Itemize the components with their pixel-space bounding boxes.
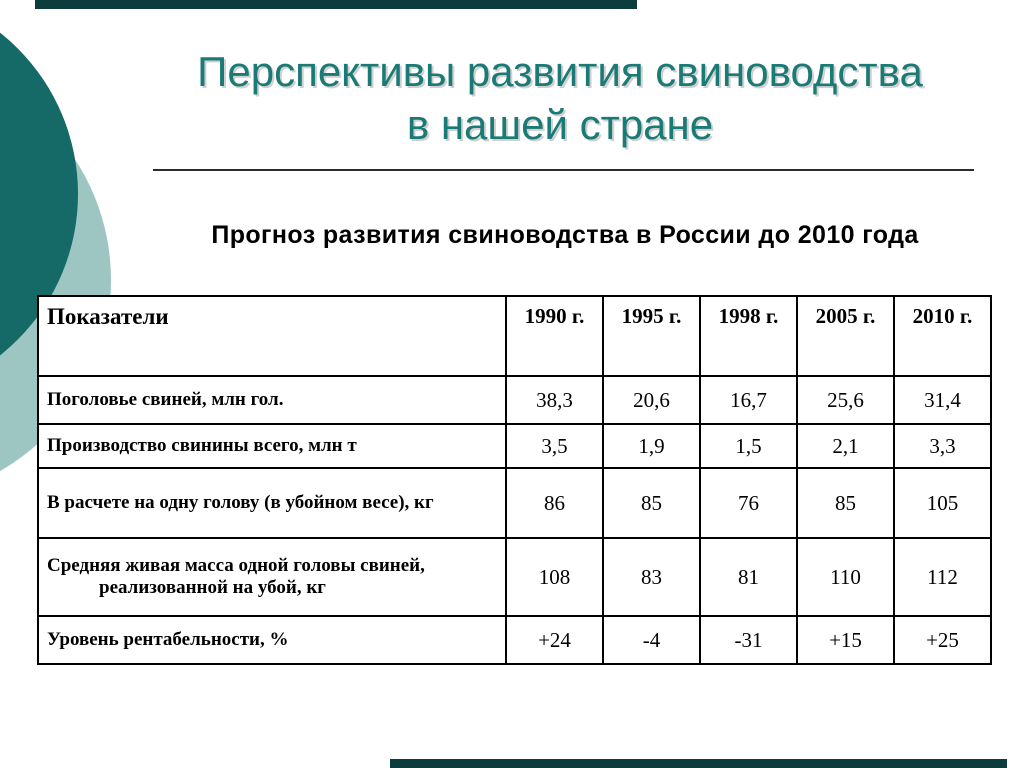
value-cell: 25,6: [797, 376, 894, 424]
slide-title-line2: в нашей стране: [406, 100, 714, 148]
table-row-profitability: [38, 616, 991, 664]
slide-title-line1: Перспективы развития свиноводства: [197, 48, 923, 95]
value-cell: 16,7: [700, 376, 797, 424]
value-cell: -4: [603, 616, 700, 664]
value-cell: 110: [797, 538, 894, 616]
row-label: Поголовье свиней, млн гол.: [38, 376, 506, 424]
table-row-average-live-weight: [38, 538, 991, 616]
table-row-pork-production: [38, 424, 991, 468]
slide-title: [120, 46, 1000, 152]
value-cell: 83: [603, 538, 700, 616]
header-cell-year-1990: 1990 г.: [506, 296, 603, 376]
row-label-line2: реализованной на убой, кг: [99, 577, 326, 598]
header-cell-year-2005: 2005 г.: [797, 296, 894, 376]
value-cell: 85: [603, 468, 700, 538]
header-cell-year-1995: 1995 г.: [603, 296, 700, 376]
table-caption: Прогноз развития свиноводства в России до 2010 года: [211, 221, 919, 249]
value-cell: 85: [797, 468, 894, 538]
value-cell: 105: [894, 468, 991, 538]
header-cell-year-1998: 1998 г.: [700, 296, 797, 376]
row-label: В расчете на одну голову (в убойном весе), кг: [38, 468, 506, 538]
value-cell: 108: [506, 538, 603, 616]
value-cell: 81: [700, 538, 797, 616]
table-row-per-head-weight: [38, 468, 991, 538]
value-cell: 112: [894, 538, 991, 616]
data-table: [37, 295, 992, 665]
value-cell: +15: [797, 616, 894, 664]
value-cell: 3,3: [894, 424, 991, 468]
row-label-line1: Средняя живая масса одной головы свиней,: [47, 555, 425, 576]
value-cell: 1,9: [603, 424, 700, 468]
value-cell: 1,5: [700, 424, 797, 468]
table-row-pig-population: [38, 376, 991, 424]
value-cell: 31,4: [894, 376, 991, 424]
row-label: [38, 538, 506, 616]
value-cell: +25: [894, 616, 991, 664]
header-cell-year-2010: 2010 г.: [894, 296, 991, 376]
title-divider-line: [153, 169, 974, 171]
value-cell: +24: [506, 616, 603, 664]
bottom-accent-bar: [390, 759, 1007, 768]
row-label: Производство свинины всего, млн т: [38, 424, 506, 468]
value-cell: 3,5: [506, 424, 603, 468]
value-cell: 38,3: [506, 376, 603, 424]
value-cell: 2,1: [797, 424, 894, 468]
value-cell: 76: [700, 468, 797, 538]
value-cell: 86: [506, 468, 603, 538]
value-cell: -31: [700, 616, 797, 664]
value-cell: 20,6: [603, 376, 700, 424]
top-accent-bar: [35, 0, 637, 9]
row-label: Уровень рентабельности, %: [38, 616, 506, 664]
header-cell-indicators: Показатели: [38, 296, 506, 376]
table-header-row: [38, 296, 991, 376]
